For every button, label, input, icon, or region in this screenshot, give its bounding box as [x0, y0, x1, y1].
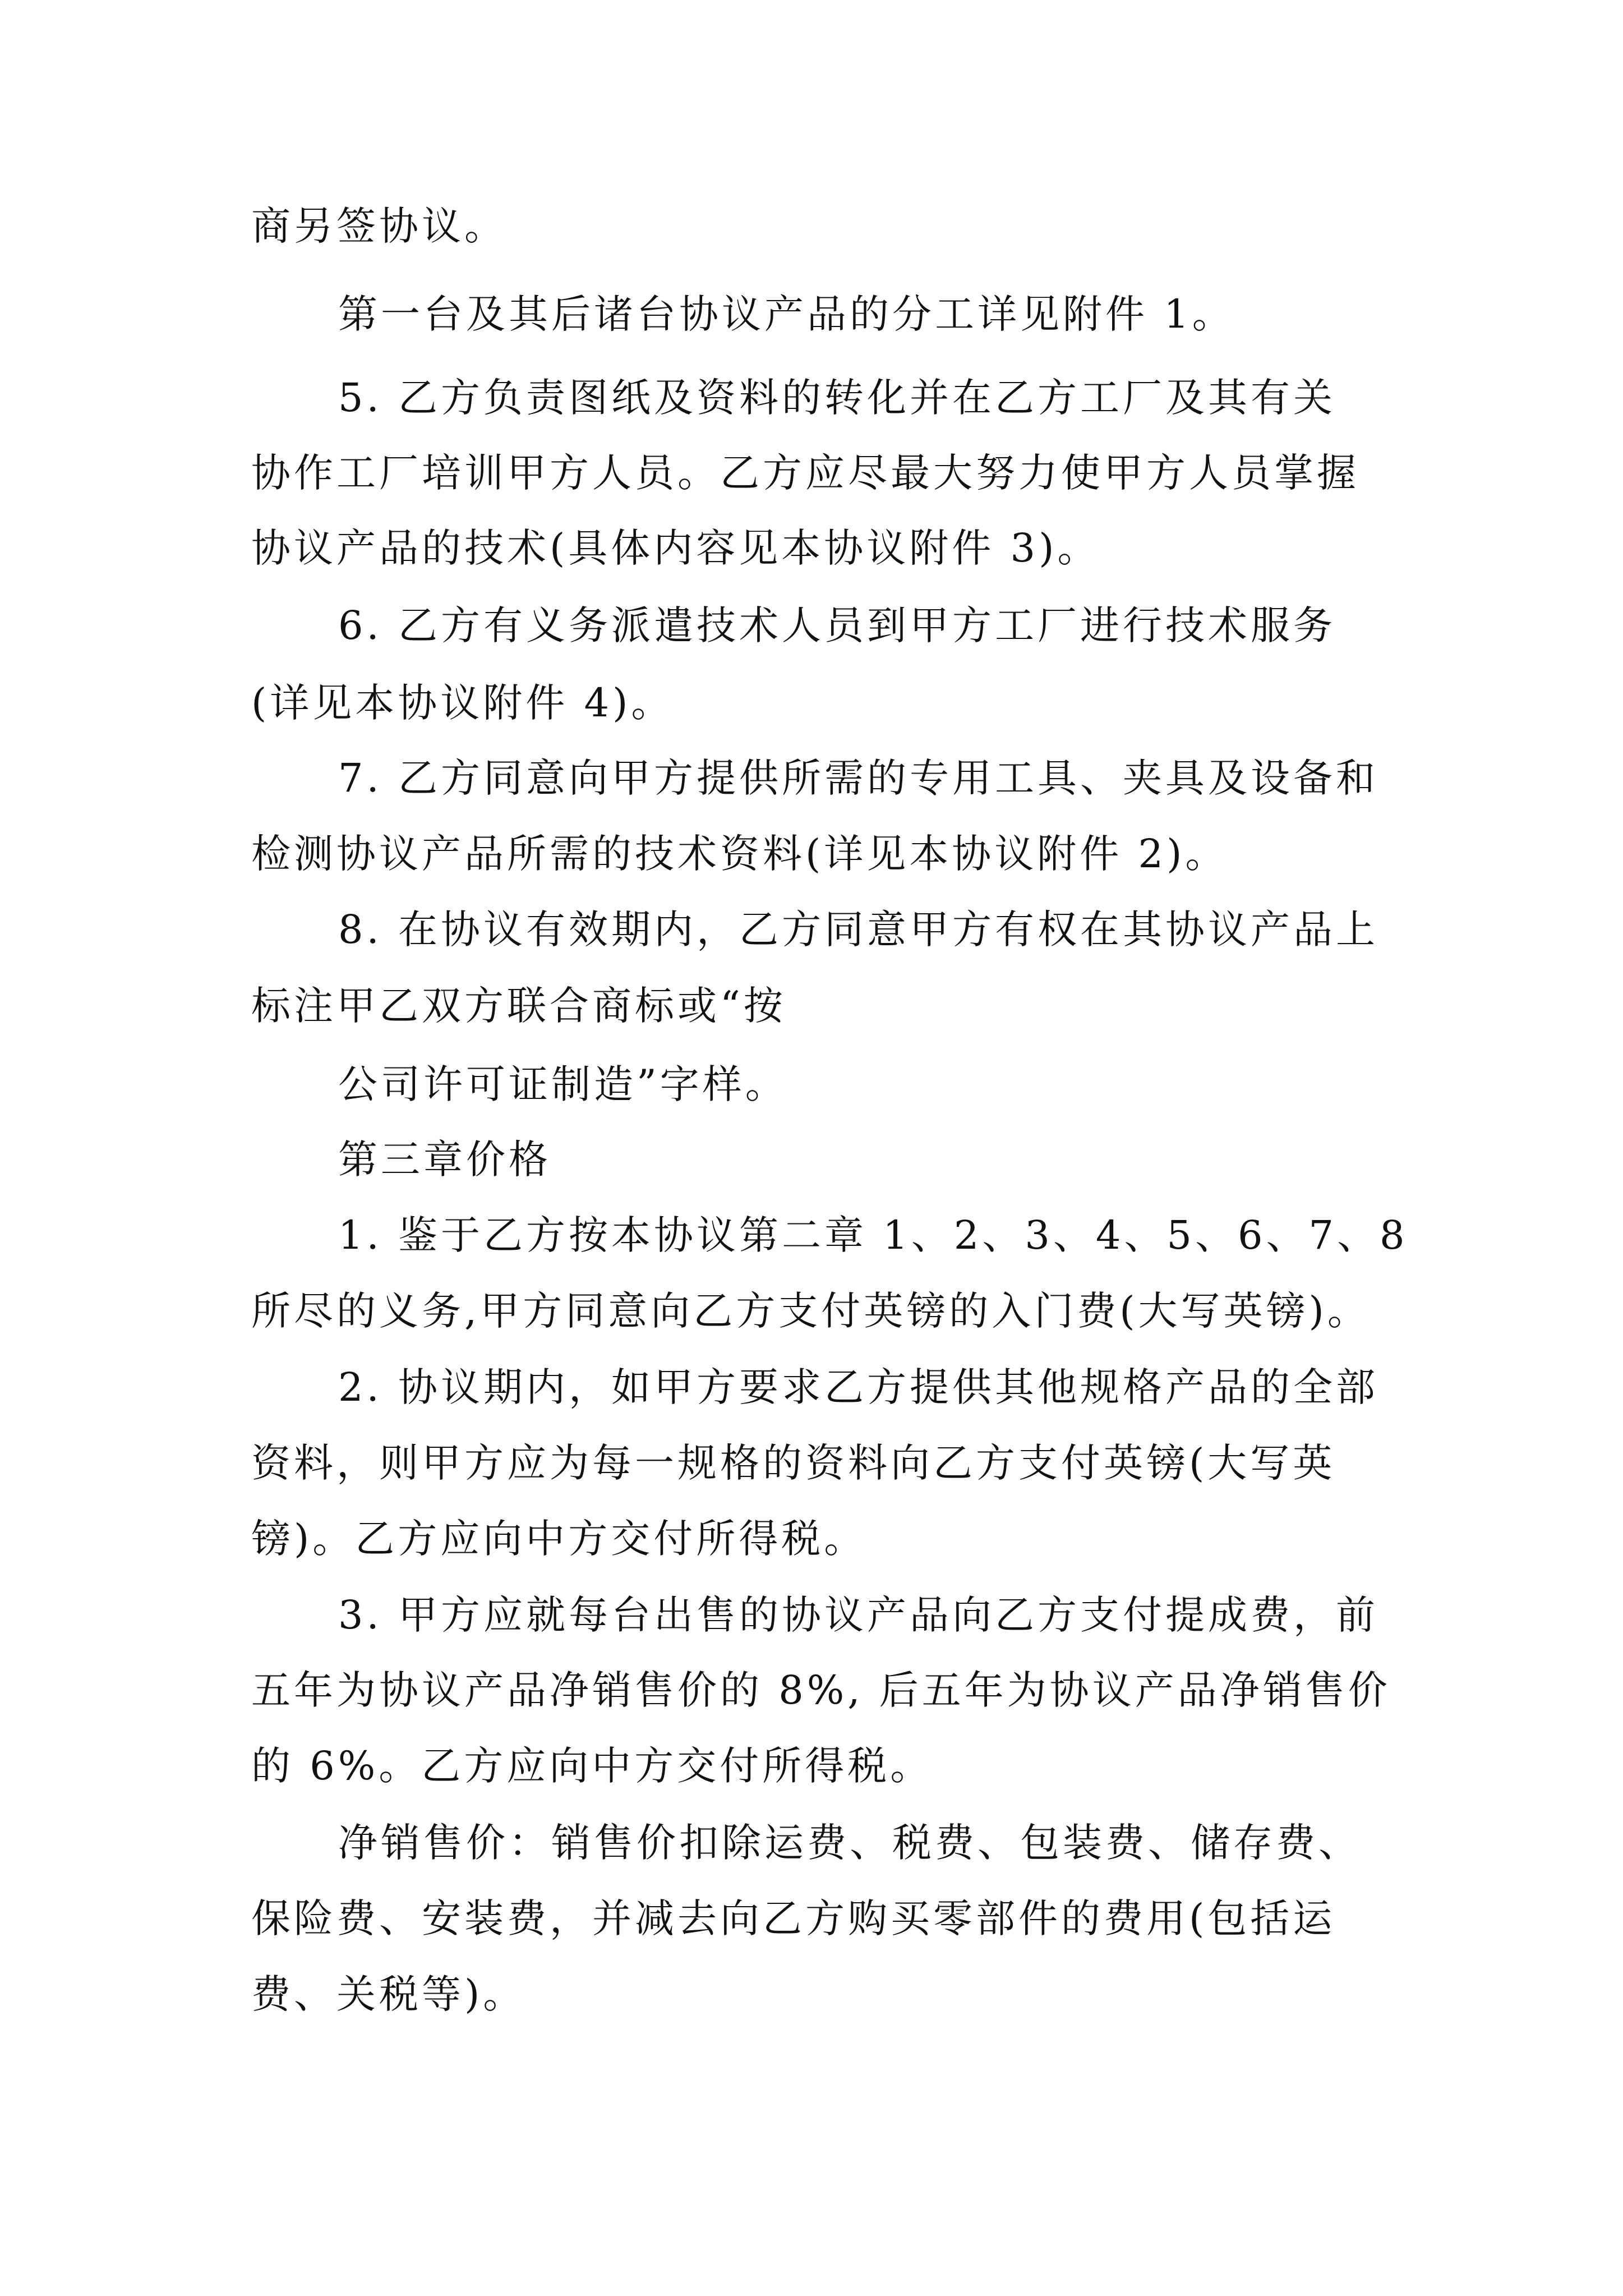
text-line: 标注甲乙双方联合商标或“按: [251, 983, 786, 1029]
text-line: 五年为协议产品净销售价的 8%, 后五年为协议产品净销售价: [251, 1667, 1391, 1713]
text-line: 镑)。乙方应向中方交付所得税。: [251, 1516, 867, 1562]
text-line: 2. 协议期内，如甲方要求乙方提供其他规格产品的全部: [338, 1364, 1379, 1410]
text-line: 1. 鉴于乙方按本协议第二章 1、2、3、4、5、6、7、8: [338, 1212, 1408, 1258]
text-line: 6. 乙方有义务派遣技术人员到甲方工厂进行技术服务: [338, 602, 1336, 648]
text-line: 净销售价：销售价扣除运费、税费、包装费、储存费、: [338, 1820, 1361, 1866]
text-line: 8. 在协议有效期内，乙方同意甲方有权在其协议产品上: [338, 907, 1379, 953]
text-line: 第一台及其后诸台协议产品的分工详见附件 1。: [338, 291, 1235, 337]
text-line: (详见本协议附件 4)。: [251, 680, 674, 726]
text-line: 保险费、安装费，并减去向乙方购买零部件的费用(包括运: [251, 1895, 1336, 1941]
text-line: 7. 乙方同意向甲方提供所需的专用工具、夹具及设备和: [338, 755, 1379, 801]
text-line: 协作工厂培训甲方人员。乙方应尽最大努力使甲方人员掌握: [251, 450, 1359, 496]
text-line: 3. 甲方应就每台出售的协议产品向乙方支付提成费，前: [338, 1592, 1379, 1638]
text-line: 资料，则甲方应为每一规格的资料向乙方支付英镑(大写英: [251, 1440, 1336, 1486]
text-line: 协议产品的技术(具体内容见本协议附件 3)。: [251, 525, 1100, 571]
text-line: 费、关税等)。: [251, 1971, 526, 2017]
text-line: 5. 乙方负责图纸及资料的转化并在乙方工厂及其有关: [338, 375, 1336, 421]
text-line: 所尽的义务,甲方同意向乙方支付英镑的入门费(大写英镑)。: [251, 1288, 1370, 1334]
section-heading: 第三章价格: [338, 1137, 551, 1182]
text-line: 商另签协议。: [251, 203, 507, 249]
text-line: 检测协议产品所需的技术资料(详见本协议附件 2)。: [251, 831, 1228, 877]
text-line: 公司许可证制造”字样。: [338, 1061, 788, 1107]
text-line: 的 6%。乙方应向中方交付所得税。: [251, 1743, 933, 1789]
